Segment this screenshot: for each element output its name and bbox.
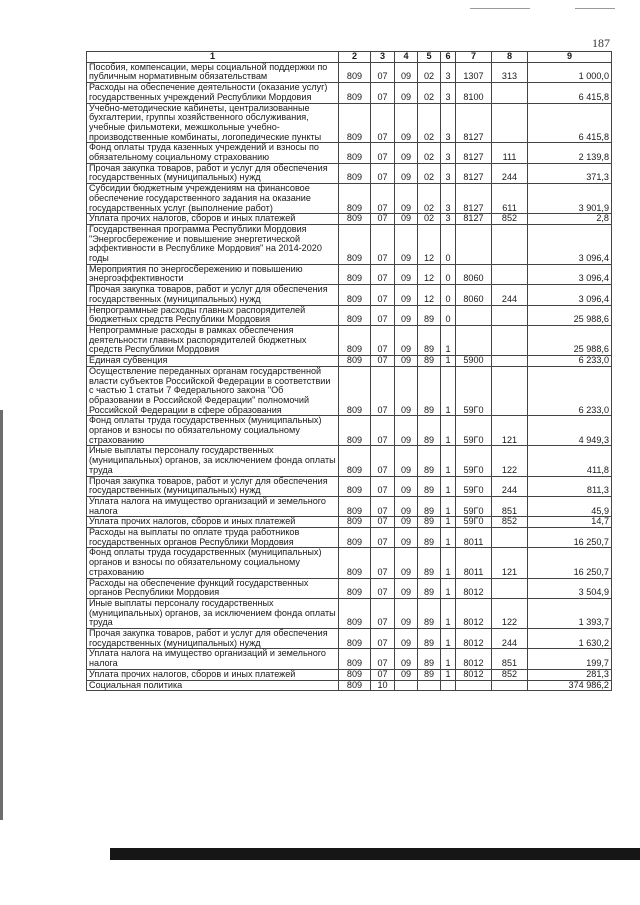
program-code-cell: 89 [418, 598, 441, 628]
table-row [87, 356, 612, 367]
subsection-code-cell: 09 [395, 598, 418, 628]
amount-cell: 3 901,9 [528, 184, 612, 214]
table-row [87, 649, 612, 669]
expense-type-cell: 611 [492, 184, 528, 214]
table-row [87, 669, 612, 680]
subsection-code-cell: 09 [395, 366, 418, 416]
ministry-code-cell: 809 [339, 649, 371, 669]
program-code-cell: 89 [418, 528, 441, 548]
article-code-cell: 59Г0 [456, 517, 492, 528]
amount-cell: 45,9 [528, 496, 612, 516]
column-header: 7 [456, 52, 492, 63]
program-code-cell: 02 [418, 83, 441, 103]
subsection-code-cell: 09 [395, 184, 418, 214]
amount-cell: 374 986,2 [528, 680, 612, 691]
expense-type-cell: 121 [492, 548, 528, 578]
ministry-code-cell: 809 [339, 629, 371, 649]
ministry-code-cell: 809 [339, 496, 371, 516]
subsection-code-cell: 09 [395, 143, 418, 163]
row-name-cell: Государственная программа Республики Мордовия "Энергосбережение и повышение энергетической эффективности в Республике Мордовия" на 2014-2020 годы [87, 224, 339, 264]
amount-cell: 371,3 [528, 163, 612, 183]
amount-cell: 1 630,2 [528, 629, 612, 649]
ministry-code-cell: 809 [339, 163, 371, 183]
expense-type-cell: 851 [492, 649, 528, 669]
ministry-code-cell: 809 [339, 305, 371, 325]
section-code-cell: 07 [371, 356, 395, 367]
row-name-cell: Уплата налога на имущество организаций и земельного налога [87, 649, 339, 669]
subprogram-code-cell: 0 [441, 285, 456, 305]
section-code-cell: 07 [371, 163, 395, 183]
table-row [87, 578, 612, 598]
program-code-cell: 12 [418, 264, 441, 284]
subprogram-code-cell: 0 [441, 264, 456, 284]
section-code-cell: 10 [371, 680, 395, 691]
program-code-cell: 89 [418, 476, 441, 496]
row-name-cell: Мероприятия по энергосбережению и повышению энергоэффективности [87, 264, 339, 284]
article-code-cell: 59Г0 [456, 476, 492, 496]
subsection-code-cell: 09 [395, 446, 418, 476]
article-code-cell: 8060 [456, 285, 492, 305]
amount-cell: 25 988,6 [528, 325, 612, 355]
subprogram-code-cell: 3 [441, 143, 456, 163]
ministry-code-cell: 809 [339, 285, 371, 305]
expense-type-cell: 121 [492, 416, 528, 446]
expense-type-cell: 244 [492, 163, 528, 183]
expense-type-cell [492, 366, 528, 416]
article-code-cell [456, 325, 492, 355]
amount-cell: 3 096,4 [528, 285, 612, 305]
program-code-cell: 89 [418, 629, 441, 649]
section-code-cell: 07 [371, 416, 395, 446]
section-code-cell: 07 [371, 548, 395, 578]
program-code-cell: 89 [418, 305, 441, 325]
article-code-cell: 8100 [456, 83, 492, 103]
table-row [87, 163, 612, 183]
table-row [87, 184, 612, 214]
program-code-cell: 89 [418, 578, 441, 598]
table-row [87, 264, 612, 284]
ministry-code-cell: 809 [339, 416, 371, 446]
budget-sheet [86, 51, 611, 691]
article-code-cell: 59Г0 [456, 496, 492, 516]
article-code-cell: 8012 [456, 578, 492, 598]
subprogram-code-cell: 3 [441, 103, 456, 143]
article-code-cell: 59Г0 [456, 416, 492, 446]
subprogram-code-cell: 1 [441, 476, 456, 496]
subsection-code-cell: 09 [395, 476, 418, 496]
section-code-cell: 07 [371, 366, 395, 416]
subsection-code-cell: 09 [395, 163, 418, 183]
row-name-cell: Уплата прочих налогов, сборов и иных платежей [87, 214, 339, 225]
amount-cell: 199,7 [528, 649, 612, 669]
expense-type-cell [492, 528, 528, 548]
expense-type-cell [492, 325, 528, 355]
scan-mark-line [575, 8, 615, 9]
ministry-code-cell: 809 [339, 446, 371, 476]
subsection-code-cell: 09 [395, 83, 418, 103]
section-code-cell: 07 [371, 214, 395, 225]
program-code-cell: 89 [418, 517, 441, 528]
table-row [87, 680, 612, 691]
section-code-cell: 07 [371, 649, 395, 669]
table-row [87, 62, 612, 82]
subprogram-code-cell: 3 [441, 163, 456, 183]
ministry-code-cell: 809 [339, 224, 371, 264]
expense-type-cell [492, 305, 528, 325]
subprogram-code-cell: 1 [441, 528, 456, 548]
ministry-code-cell: 809 [339, 669, 371, 680]
article-code-cell [456, 224, 492, 264]
section-code-cell: 07 [371, 669, 395, 680]
row-name-cell: Иные выплаты персоналу государственных (муниципальных) органов, за исключением фонда оплаты труда [87, 446, 339, 476]
expense-type-cell: 851 [492, 496, 528, 516]
subprogram-code-cell: 1 [441, 356, 456, 367]
section-code-cell: 07 [371, 325, 395, 355]
amount-cell: 16 250,7 [528, 528, 612, 548]
column-header: 2 [339, 52, 371, 63]
column-header: 9 [528, 52, 612, 63]
program-code-cell: 02 [418, 214, 441, 225]
article-code-cell: 8012 [456, 669, 492, 680]
amount-cell: 411,8 [528, 446, 612, 476]
subprogram-code-cell: 1 [441, 325, 456, 355]
ministry-code-cell: 809 [339, 517, 371, 528]
table-row [87, 214, 612, 225]
program-code-cell: 89 [418, 325, 441, 355]
amount-cell: 6 415,8 [528, 83, 612, 103]
header-row [87, 52, 612, 63]
expense-type-cell: 852 [492, 517, 528, 528]
table-row [87, 305, 612, 325]
ministry-code-cell: 809 [339, 325, 371, 355]
article-code-cell: 59Г0 [456, 446, 492, 476]
subsection-code-cell: 09 [395, 356, 418, 367]
amount-cell: 1 000,0 [528, 62, 612, 82]
row-name-cell: Фонд оплаты труда казенных учреждений и взносы по обязательному социальному страхованию [87, 143, 339, 163]
section-code-cell: 07 [371, 264, 395, 284]
expense-type-cell: 313 [492, 62, 528, 82]
amount-cell: 4 949,3 [528, 416, 612, 446]
scan-mark-line [470, 8, 530, 9]
row-name-cell: Непрограммные расходы в рамках обеспечения деятельности главных распорядителей бюджетных средств Республики Мордовия [87, 325, 339, 355]
ministry-code-cell: 809 [339, 184, 371, 214]
expense-type-cell [492, 264, 528, 284]
subsection-code-cell: 09 [395, 103, 418, 143]
subsection-code-cell: 09 [395, 62, 418, 82]
amount-cell: 2,8 [528, 214, 612, 225]
article-code-cell: 8127 [456, 143, 492, 163]
subsection-code-cell: 09 [395, 578, 418, 598]
row-name-cell: Иные выплаты персоналу государственных (муниципальных) органов, за исключением фонда оплаты труда [87, 598, 339, 628]
subprogram-code-cell: 1 [441, 578, 456, 598]
program-code-cell: 89 [418, 496, 441, 516]
amount-cell: 811,3 [528, 476, 612, 496]
subprogram-code-cell: 1 [441, 517, 456, 528]
table-row [87, 103, 612, 143]
section-code-cell: 07 [371, 224, 395, 264]
amount-cell: 6 233,0 [528, 366, 612, 416]
subprogram-code-cell: 1 [441, 446, 456, 476]
ministry-code-cell: 809 [339, 366, 371, 416]
expense-type-cell: 852 [492, 669, 528, 680]
table-row [87, 517, 612, 528]
column-header: 4 [395, 52, 418, 63]
amount-cell: 281,3 [528, 669, 612, 680]
ministry-code-cell: 809 [339, 598, 371, 628]
row-name-cell: Уплата прочих налогов, сборов и иных платежей [87, 517, 339, 528]
subprogram-code-cell: 0 [441, 305, 456, 325]
row-name-cell: Учебно-методические кабинеты, централизованные бухгалтерии, группы хозяйственного обслуживания, учебные фильмотеки, межшкольные учебно-производственные комбинаты, логопедические пункты [87, 103, 339, 143]
expense-type-cell: 122 [492, 446, 528, 476]
row-name-cell: Непрограммные расходы главных распорядителей бюджетных средств Республики Мордовия [87, 305, 339, 325]
article-code-cell: 5900 [456, 356, 492, 367]
column-header: 3 [371, 52, 395, 63]
section-code-cell: 07 [371, 446, 395, 476]
section-code-cell: 07 [371, 476, 395, 496]
subprogram-code-cell: 1 [441, 598, 456, 628]
subprogram-code-cell: 3 [441, 62, 456, 82]
column-header: 1 [87, 52, 339, 63]
subprogram-code-cell: 1 [441, 629, 456, 649]
program-code-cell: 89 [418, 548, 441, 578]
article-code-cell: 8127 [456, 214, 492, 225]
expense-type-cell: 244 [492, 476, 528, 496]
program-code-cell: 02 [418, 62, 441, 82]
section-code-cell: 07 [371, 517, 395, 528]
budget-table [86, 51, 612, 691]
ministry-code-cell: 809 [339, 214, 371, 225]
section-code-cell: 07 [371, 143, 395, 163]
subprogram-code-cell: 3 [441, 184, 456, 214]
ministry-code-cell: 809 [339, 103, 371, 143]
subprogram-code-cell: 1 [441, 649, 456, 669]
subsection-code-cell: 09 [395, 214, 418, 225]
section-code-cell: 07 [371, 629, 395, 649]
program-code-cell: 12 [418, 224, 441, 264]
amount-cell: 3 096,4 [528, 224, 612, 264]
program-code-cell: 12 [418, 285, 441, 305]
expense-type-cell: 244 [492, 285, 528, 305]
subprogram-code-cell: 1 [441, 496, 456, 516]
subsection-code-cell: 09 [395, 528, 418, 548]
amount-cell: 6 415,8 [528, 103, 612, 143]
subsection-code-cell: 09 [395, 496, 418, 516]
expense-type-cell [492, 680, 528, 691]
amount-cell: 3 096,4 [528, 264, 612, 284]
subprogram-code-cell: 3 [441, 214, 456, 225]
expense-type-cell: 111 [492, 143, 528, 163]
ministry-code-cell: 809 [339, 356, 371, 367]
expense-type-cell: 852 [492, 214, 528, 225]
scan-edge-shadow [0, 410, 3, 820]
expense-type-cell [492, 356, 528, 367]
article-code-cell: 8060 [456, 264, 492, 284]
row-name-cell: Фонд оплаты труда государственных (муниципальных) органов и взносы по обязательному социальному страхованию [87, 548, 339, 578]
expense-type-cell [492, 578, 528, 598]
table-row [87, 528, 612, 548]
ministry-code-cell: 809 [339, 83, 371, 103]
article-code-cell [456, 305, 492, 325]
subprogram-code-cell: 1 [441, 366, 456, 416]
row-name-cell: Уплата налога на имущество организаций и земельного налога [87, 496, 339, 516]
ministry-code-cell: 809 [339, 528, 371, 548]
ministry-code-cell: 809 [339, 62, 371, 82]
table-row [87, 143, 612, 163]
amount-cell: 2 139,8 [528, 143, 612, 163]
subsection-code-cell: 09 [395, 285, 418, 305]
subsection-code-cell [395, 680, 418, 691]
ministry-code-cell: 809 [339, 680, 371, 691]
section-code-cell: 07 [371, 578, 395, 598]
amount-cell: 25 988,6 [528, 305, 612, 325]
column-header: 5 [418, 52, 441, 63]
program-code-cell: 89 [418, 649, 441, 669]
subsection-code-cell: 09 [395, 649, 418, 669]
program-code-cell: 02 [418, 143, 441, 163]
expense-type-cell: 122 [492, 598, 528, 628]
amount-cell: 14,7 [528, 517, 612, 528]
scan-bottom-edge [110, 848, 640, 860]
table-row [87, 366, 612, 416]
subprogram-code-cell: 1 [441, 416, 456, 446]
article-code-cell: 8012 [456, 629, 492, 649]
row-name-cell: Прочая закупка товаров, работ и услуг для обеспечения государственных (муниципальных) нужд [87, 476, 339, 496]
article-code-cell: 8011 [456, 548, 492, 578]
subsection-code-cell: 09 [395, 629, 418, 649]
article-code-cell: 8011 [456, 528, 492, 548]
amount-cell: 3 504,9 [528, 578, 612, 598]
amount-cell: 1 393,7 [528, 598, 612, 628]
table-row [87, 224, 612, 264]
subprogram-code-cell: 0 [441, 224, 456, 264]
article-code-cell: 8127 [456, 163, 492, 183]
section-code-cell: 07 [371, 305, 395, 325]
amount-cell: 16 250,7 [528, 548, 612, 578]
program-code-cell: 89 [418, 446, 441, 476]
subsection-code-cell: 09 [395, 517, 418, 528]
subprogram-code-cell: 1 [441, 669, 456, 680]
program-code-cell: 02 [418, 184, 441, 214]
program-code-cell: 89 [418, 356, 441, 367]
row-name-cell: Расходы на выплаты по оплате труда работников государственных органов Республики Мордовия [87, 528, 339, 548]
section-code-cell: 07 [371, 103, 395, 143]
section-code-cell: 07 [371, 62, 395, 82]
row-name-cell: Прочая закупка товаров, работ и услуг для обеспечения государственных (муниципальных) нужд [87, 629, 339, 649]
table-row [87, 446, 612, 476]
section-code-cell: 07 [371, 83, 395, 103]
column-header: 6 [441, 52, 456, 63]
program-code-cell: 02 [418, 163, 441, 183]
article-code-cell [456, 680, 492, 691]
table-row [87, 416, 612, 446]
subsection-code-cell: 09 [395, 305, 418, 325]
program-code-cell: 89 [418, 366, 441, 416]
row-name-cell: Единая субвенция [87, 356, 339, 367]
article-code-cell: 8012 [456, 649, 492, 669]
article-code-cell: 1307 [456, 62, 492, 82]
row-name-cell: Социальная политика [87, 680, 339, 691]
column-header: 8 [492, 52, 528, 63]
table-row [87, 598, 612, 628]
expense-type-cell [492, 83, 528, 103]
table-row [87, 325, 612, 355]
ministry-code-cell: 809 [339, 476, 371, 496]
ministry-code-cell: 809 [339, 578, 371, 598]
subprogram-code-cell: 3 [441, 83, 456, 103]
table-row [87, 496, 612, 516]
program-code-cell [418, 680, 441, 691]
expense-type-cell: 244 [492, 629, 528, 649]
program-code-cell: 89 [418, 669, 441, 680]
subsection-code-cell: 09 [395, 264, 418, 284]
subprogram-code-cell: 1 [441, 548, 456, 578]
article-code-cell: 8127 [456, 184, 492, 214]
expense-type-cell [492, 103, 528, 143]
subsection-code-cell: 09 [395, 416, 418, 446]
program-code-cell: 89 [418, 416, 441, 446]
table-row [87, 476, 612, 496]
table-row [87, 83, 612, 103]
page-number: 187 [592, 36, 610, 50]
row-name-cell: Уплата прочих налогов, сборов и иных платежей [87, 669, 339, 680]
section-code-cell: 07 [371, 496, 395, 516]
subsection-code-cell: 09 [395, 325, 418, 355]
ministry-code-cell: 809 [339, 143, 371, 163]
subsection-code-cell: 09 [395, 548, 418, 578]
expense-type-cell [492, 224, 528, 264]
table-row [87, 285, 612, 305]
table-row [87, 548, 612, 578]
row-name-cell: Расходы на обеспечение деятельности (оказание услуг) государственных учреждений Республики Мордовия [87, 83, 339, 103]
row-name-cell: Пособия, компенсации, меры социальной поддержки по публичным нормативным обязательствам [87, 62, 339, 82]
subsection-code-cell: 09 [395, 669, 418, 680]
program-code-cell: 02 [418, 103, 441, 143]
section-code-cell: 07 [371, 285, 395, 305]
row-name-cell: Осуществление переданных органам государственной власти субъектов Российской Федерации в соответствии с частью 1 статьи 7 Федерального закона "Об образовании в Российской Федерации" полномочий Российской Федерации в сфере образования [87, 366, 339, 416]
row-name-cell: Фонд оплаты труда государственных (муниципальных) органов и взносы по обязательному социальному страхованию [87, 416, 339, 446]
table-row [87, 629, 612, 649]
ministry-code-cell: 809 [339, 264, 371, 284]
ministry-code-cell: 809 [339, 548, 371, 578]
article-code-cell: 8012 [456, 598, 492, 628]
row-name-cell: Расходы на обеспечение функций государственных органов Республики Мордовия [87, 578, 339, 598]
section-code-cell: 07 [371, 528, 395, 548]
amount-cell: 6 233,0 [528, 356, 612, 367]
row-name-cell: Прочая закупка товаров, работ и услуг для обеспечения государственных (муниципальных) нужд [87, 163, 339, 183]
article-code-cell: 8127 [456, 103, 492, 143]
subsection-code-cell: 09 [395, 224, 418, 264]
row-name-cell: Прочая закупка товаров, работ и услуг для обеспечения государственных (муниципальных) нужд [87, 285, 339, 305]
article-code-cell: 59Г0 [456, 366, 492, 416]
section-code-cell: 07 [371, 184, 395, 214]
row-name-cell: Субсидии бюджетным учреждениям на финансовое обеспечение государственного задания на оказание государственных услуг (выполнение работ) [87, 184, 339, 214]
section-code-cell: 07 [371, 598, 395, 628]
subprogram-code-cell [441, 680, 456, 691]
